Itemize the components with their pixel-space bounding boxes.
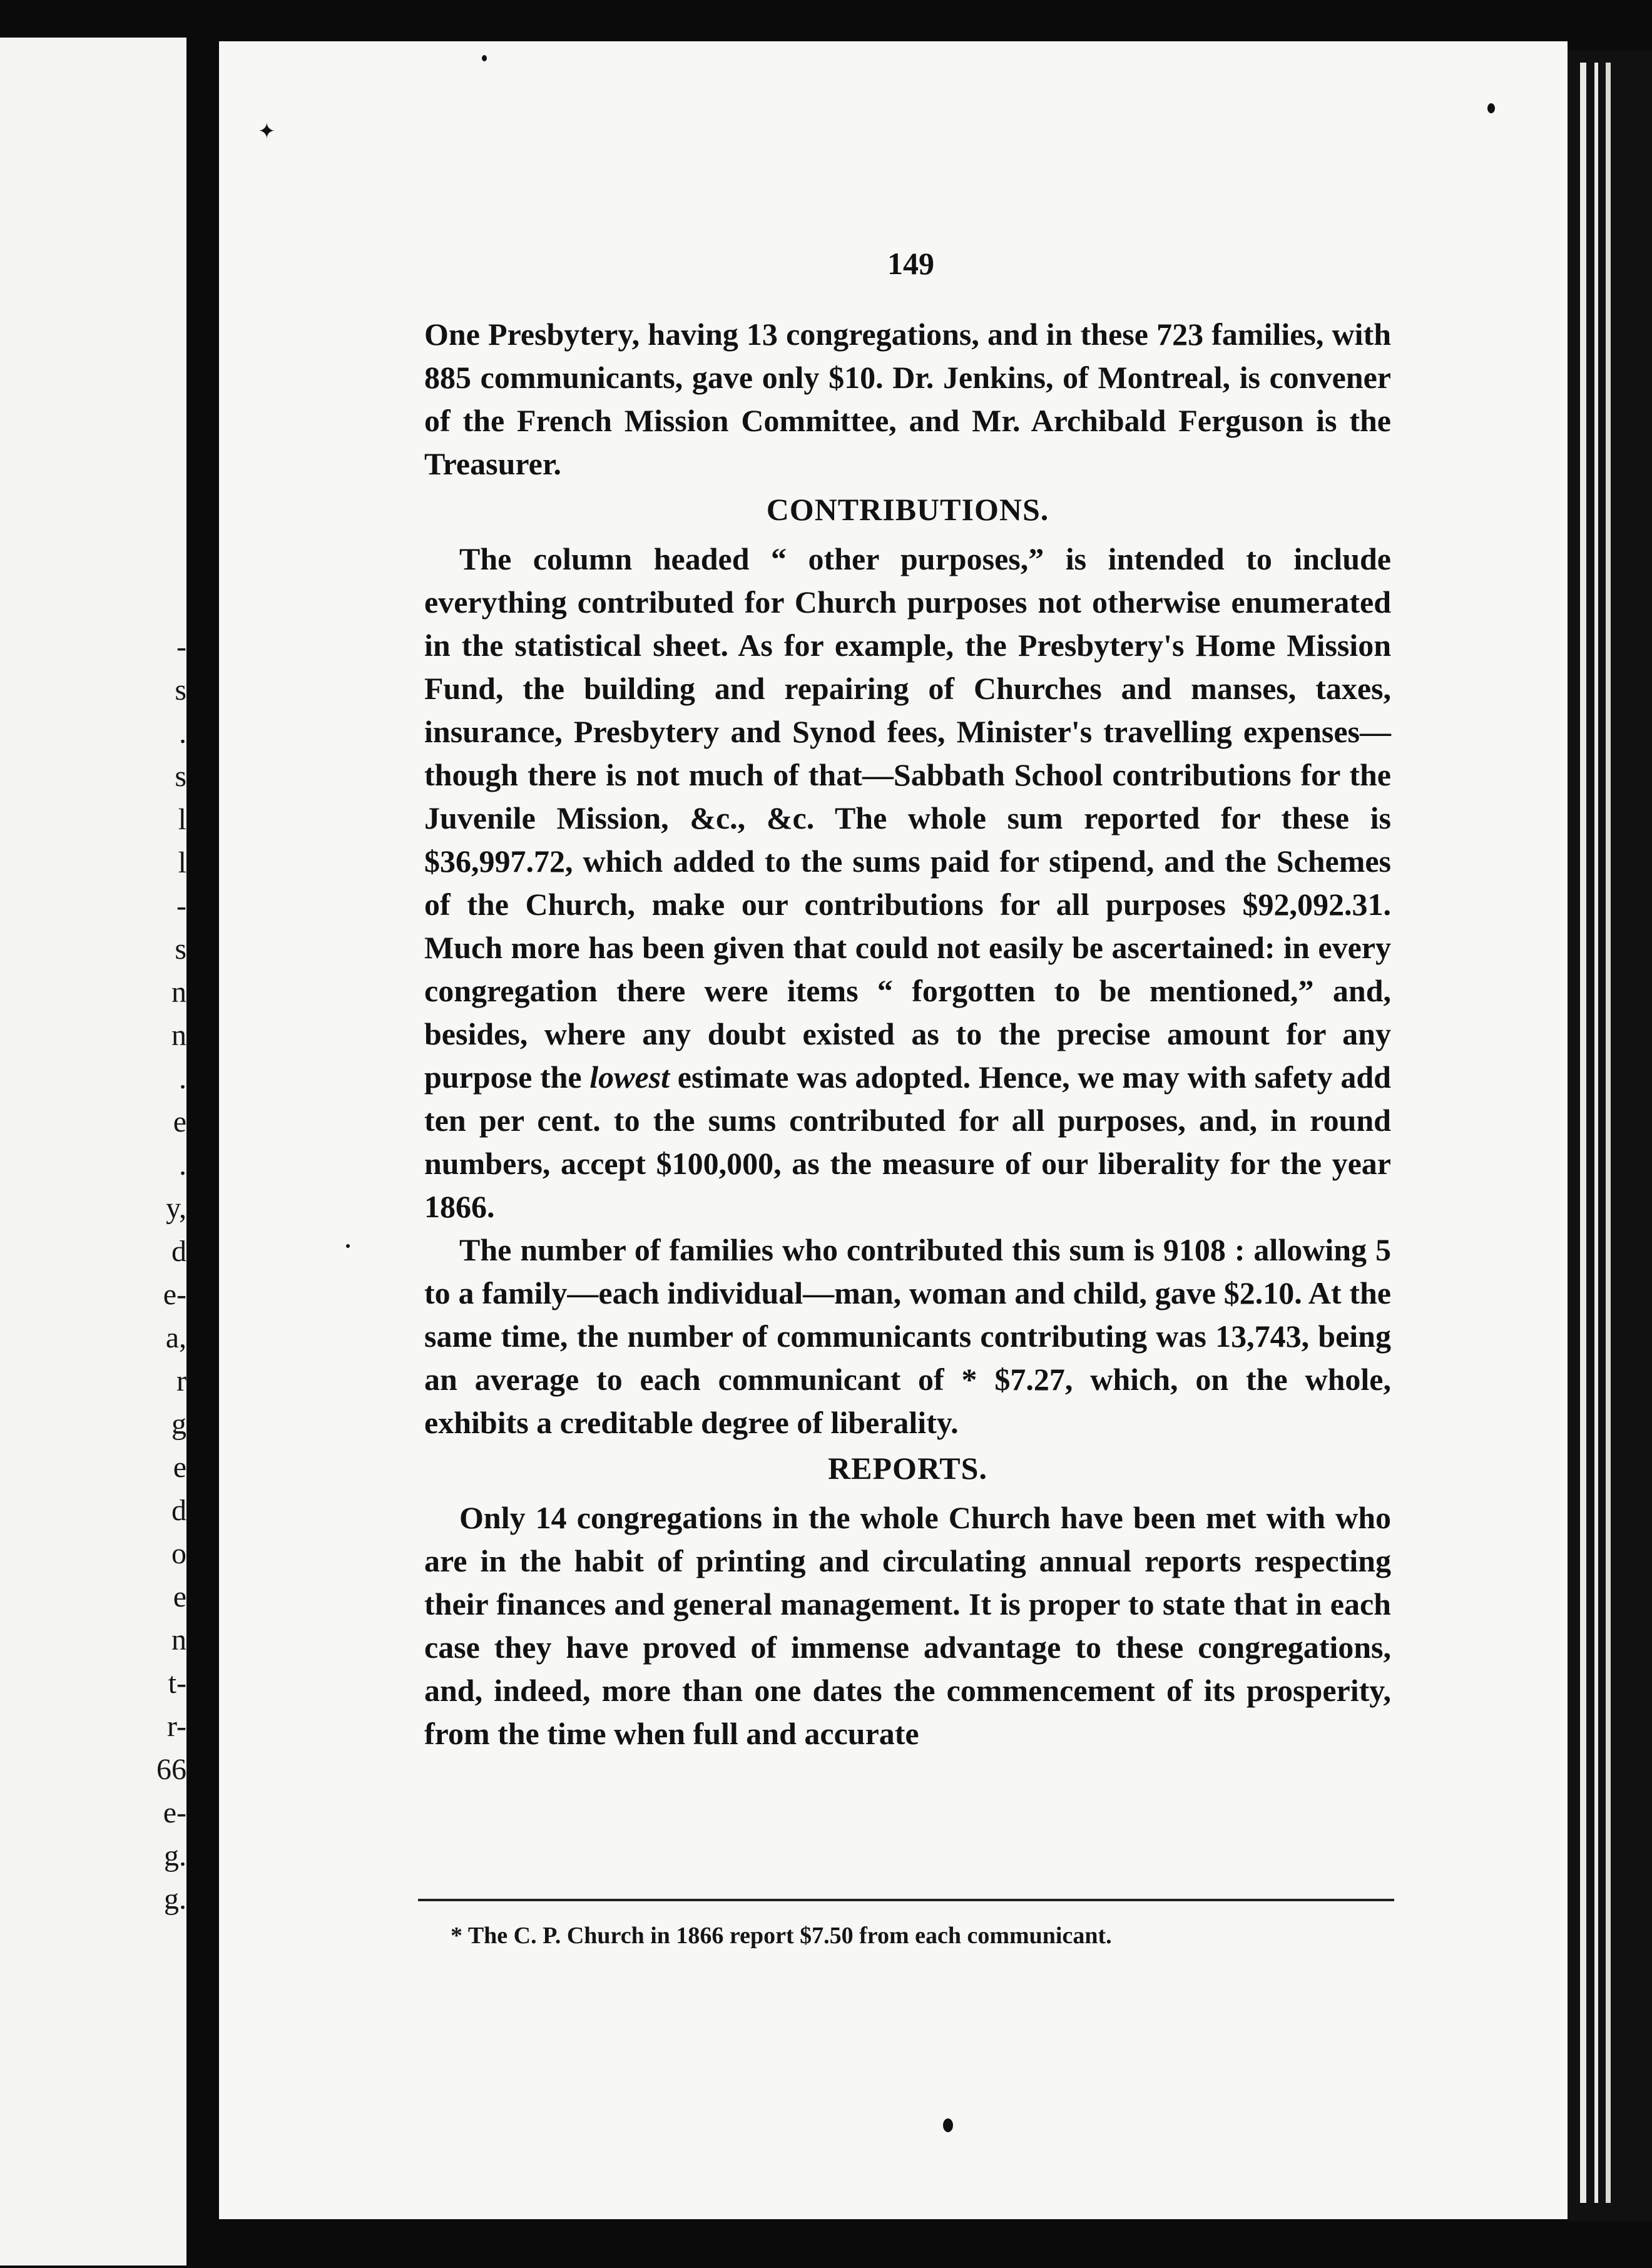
previous-page-fragment: . [179, 1062, 186, 1095]
previous-page-fragment: g. [164, 1839, 186, 1872]
previous-page-fragment: o [171, 1537, 186, 1570]
previous-page-fragment: g. [164, 1882, 186, 1916]
paragraph [424, 1496, 1391, 1755]
previous-page-fragment: s [175, 760, 186, 793]
paragraph-text: The column headed “ other purposes,” is intended to include everything contributed for Church purposes not otherwise enumerated in the statistical sheet. As for example, the Presbytery's Home Mission Fund, the building and repairing of Churches and manses, taxes, insurance, Presbytery and Synod fees, Minister's travelling expenses—though there is not much of that—Sabbath School contributions for the Juvenile Mission, &c., &c. The whole sum reported for these is $36,997.72, which added to the sums paid for stipend, and the Schemes of the Church, make our contributions for all purposes $92,092.31. Much more has been given that could not easily be ascertained: in every congregation there were items “ forgotten to be mentioned,” and, besides, where any doubt existed as to the precise amount for any purpose the [424, 541, 1391, 1095]
previous-page-fragment: 66 [156, 1753, 186, 1786]
page-leaf-edge [1580, 63, 1586, 2203]
section-heading-contributions: CONTRIBUTIONS. [766, 492, 1049, 527]
previous-page-fragment: e [173, 1580, 186, 1613]
ink-mark: ✦ [258, 119, 276, 144]
previous-page-fragment: s [175, 673, 186, 707]
previous-page-fragment: l [178, 803, 186, 836]
previous-page-fragment: d [171, 1235, 186, 1268]
previous-page-edge [0, 38, 186, 2265]
ink-speck [1487, 103, 1495, 113]
previous-page-fragment: - [176, 630, 186, 663]
previous-page-fragment: e [173, 1105, 186, 1138]
paragraph-text: estimate was adopted. Hence, we may with safety add ten per cent. to the sums contributed for all purposes, and, in round numbers, accept $100,000, as the measure of our liberality for the year 1866. [424, 1060, 1391, 1224]
page-number: 149 [887, 246, 934, 281]
previous-page-fragment: a, [165, 1321, 186, 1354]
previous-page-fragment: t- [168, 1667, 186, 1700]
page-body [424, 313, 1391, 1755]
paragraph [424, 1228, 1391, 1444]
previous-page-fragment: r [176, 1364, 186, 1397]
ink-speck [482, 55, 487, 61]
paragraph-text: Only 14 congregations in the whole Church have been met with who are in the habit of printing and circulating annual reports respecting their finances and general management. It is proper to state that in each case they have proved of immense advantage to these congregations, and, indeed, more than one dates the commencement of its prosperity, from the time when full and accurate [424, 1500, 1391, 1751]
paragraph [424, 538, 1391, 1228]
previous-page-fragment: g [171, 1407, 186, 1441]
previous-page-fragment: r- [166, 1710, 186, 1743]
previous-page-fragment: n [171, 1623, 186, 1657]
previous-page-fragment: . [179, 717, 186, 750]
ink-speck [346, 1244, 350, 1248]
footnote: * The C. P. Church in 1866 report $7.50 from each communicant. [451, 1923, 1112, 1949]
page-leaf-edge [1594, 63, 1598, 2203]
ink-speck [943, 2118, 953, 2132]
paragraph-text: The number of families who contributed this sum is 9108 : allowing 5 to a family—each individual—man, woman and child, gave $2.10. At the same time, the number of communicants contributing was 13,743, being an average to each communicant of * $7.27, which, on the whole, exhibits a creditable degree of liberality. [424, 1232, 1391, 1440]
previous-page-fragment: n [171, 976, 186, 1009]
previous-page-fragment: n [171, 1019, 186, 1052]
italic-text: lowest [589, 1060, 670, 1095]
page-leaf-edge [1606, 63, 1611, 2203]
previous-page-fragment: d [171, 1494, 186, 1527]
previous-page-fragment: l [178, 846, 186, 879]
previous-page-fragment: . [179, 1148, 186, 1182]
footnote-rule [418, 1899, 1394, 1901]
previous-page-fragment: y, [166, 1192, 186, 1225]
paragraph: One Presbytery, having 13 congregations, and in these 723 families, with 885 communicants, gave only $10. Dr. Jenkins, of Montreal, is convener of the French Mission Committee, and Mr. Archibald Ferguson is the Treasurer. [424, 317, 1391, 481]
previous-page-fragment: e- [163, 1796, 186, 1829]
previous-page-fragment: s [175, 932, 186, 966]
previous-page-fragment: e- [163, 1278, 186, 1311]
previous-page-fragment: e [173, 1451, 186, 1484]
previous-page-fragment: - [176, 889, 186, 922]
section-heading-reports: REPORTS. [828, 1451, 987, 1486]
